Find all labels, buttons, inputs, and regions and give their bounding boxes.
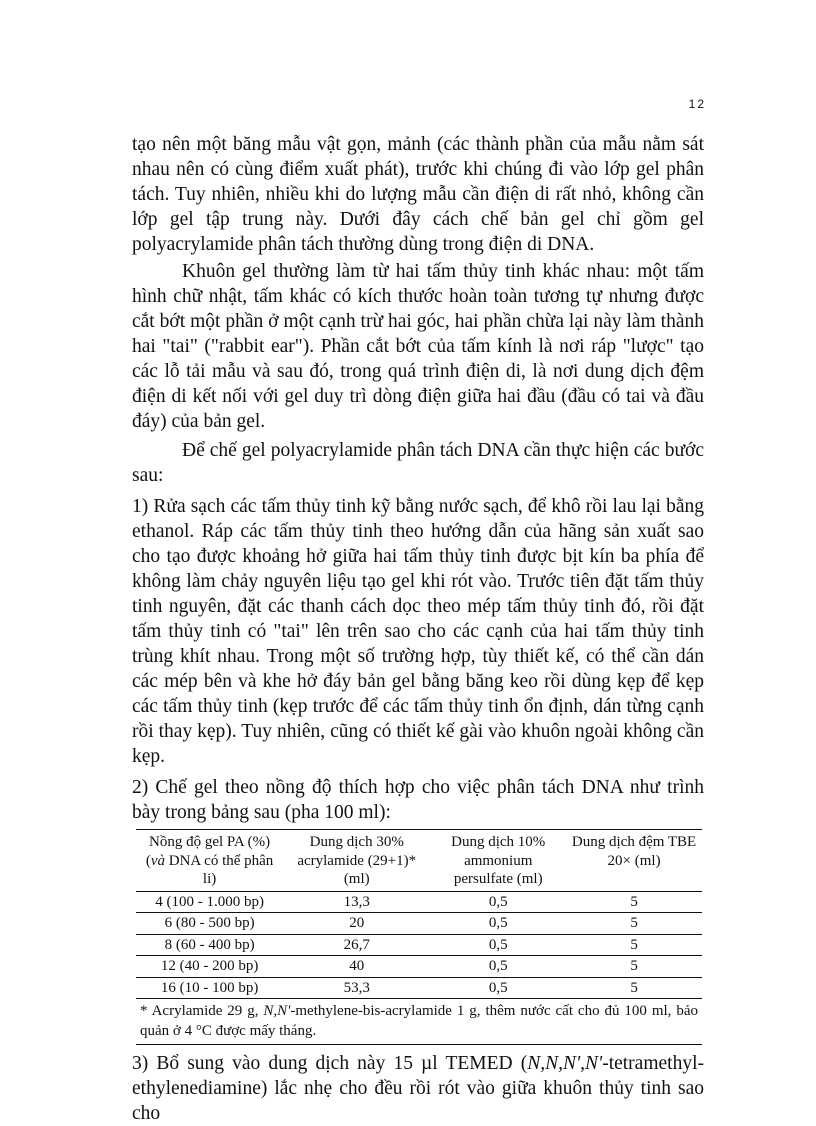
step-2-paragraph: 2) Chế gel theo nồng độ thích hợp cho việc phân tách DNA như trình bày trong bảng sau (pha 100 ml): (132, 777, 704, 823)
table-cell: 5 (566, 891, 702, 913)
table-cell: 5 (566, 956, 702, 978)
table-row (136, 956, 702, 978)
table-cell: 4 (100 - 1.000 bp) (136, 891, 283, 913)
table-cell: 12 (40 - 200 bp) (136, 956, 283, 978)
table-cell: 5 (566, 913, 702, 935)
paragraph-steps-intro: Để chế gel polyacrylamide phân tách DNA cần thực hiện các bước sau: (132, 440, 704, 486)
table-cell: 5 (566, 977, 702, 999)
paragraph-gel-mold: Khuôn gel thường làm từ hai tấm thủy tinh khác nhau: một tấm hình chữ nhật, tấm khác có kích thước hoàn toàn tương tự nhưng được cắt bớt một phần ở một cạnh trừ hai góc, hai phần chừa lại này làm thành hai "tai" ("rabbit ear"). Phần cắt bớt của tấm kính là nơi ráp "lược" tạo các lỗ tải mẫu và sau đó, trong quá trình điện di, là nơi dung dịch đệm điện di kết nối với gel duy trì dòng điện giữa hai đầu (đầu có tai và đầu đáy) của bản gel. (132, 261, 704, 432)
step-3-paragraph: 3) Bổ sung vào dung dịch này 15 µl TEMED (N,N,N',N'-tetramethyl-ethylenediamine) lắc nhẹ cho đều rồi rót vào giữa khuôn thủy tinh sao cho (132, 1053, 704, 1124)
table-cell: 5 (566, 934, 702, 956)
table-row (136, 891, 702, 913)
table-cell: 8 (60 - 400 bp) (136, 934, 283, 956)
table-cell: 0,5 (430, 891, 566, 913)
table-cell: 26,7 (283, 934, 430, 956)
table-header-row (136, 830, 702, 892)
table-cell: 0,5 (430, 934, 566, 956)
table-cell: 16 (10 - 100 bp) (136, 977, 283, 999)
header-ammonium-persulfate: Dung dịch 10% ammonium persulfate (ml) (430, 830, 566, 892)
header-gel-concentration: Nồng độ gel PA (%) (và DNA có thể phân li) (136, 830, 283, 892)
document-body (132, 132, 704, 1126)
table-row (136, 913, 702, 935)
table-cell: 13,3 (283, 891, 430, 913)
table-cell: 0,5 (430, 977, 566, 999)
header-acrylamide: Dung dịch 30% acrylamide (29+1)* (ml) (283, 830, 430, 892)
table-row (136, 934, 702, 956)
step-1-paragraph: 1) Rửa sạch các tấm thủy tinh kỹ bằng nước sạch, để khô rồi lau lại bằng ethanol. Ráp các tấm thủy tinh theo hướng dẫn của hãng sản xuất sao cho tạo được khoảng hở giữa hai tấm thủy tinh được bịt kín ba phía để không làm chảy nguyên liệu tạo gel khi rót vào. Trước tiên đặt tấm thủy tinh nguyên, đặt các thanh cách dọc theo mép tấm thủy tinh đó, rồi đặt tấm thủy tinh có "tai" lên trên sao cho các cạnh của hai tấm thủy tinh trùng khít nhau. Trong một số trường hợp, tùy thiết kế, có thể cần dán các mép bên và khe hở đáy bản gel bằng băng keo rồi dùng kẹp để kẹp các tấm thủy tinh (kẹp trước để các tấm thủy tinh ổn định, dán từng cạnh rồi thay kẹp). Tuy nhiên, cũng có thiết kế gài vào khuôn ngoài không cần kẹp. (132, 496, 704, 767)
page-number: 12 (688, 97, 706, 111)
paragraph-gel-stacking: tạo nên một băng mẫu vật gọn, mảnh (các thành phần của mẫu nằm sát nhau nên có cùng điểm xuất phát), trước khi chúng đi vào lớp gel phân tách. Tuy nhiên, nhiều khi do lượng mẫu cần điện di rất nhỏ, không cần lớp gel tập trung này. Dưới đây cách chế bản gel chỉ gồm gel polyacrylamide phân tách thường dùng trong điện di DNA. (132, 134, 704, 255)
table-cell: 0,5 (430, 956, 566, 978)
gel-recipe-table (136, 829, 702, 1045)
table-cell: 6 (80 - 500 bp) (136, 913, 283, 935)
table-cell: 40 (283, 956, 430, 978)
table-cell: 20 (283, 913, 430, 935)
table-footnote: * Acrylamide 29 g, N,N'-methylene-bis-acrylamide 1 g, thêm nước cất cho đủ 100 ml, bảo quản ở 4 °C được mấy tháng. (136, 999, 702, 1045)
table-cell: 53,3 (283, 977, 430, 999)
table-row (136, 977, 702, 999)
header-tbe-buffer: Dung dịch đệm TBE 20× (ml) (566, 830, 702, 892)
table-cell: 0,5 (430, 913, 566, 935)
